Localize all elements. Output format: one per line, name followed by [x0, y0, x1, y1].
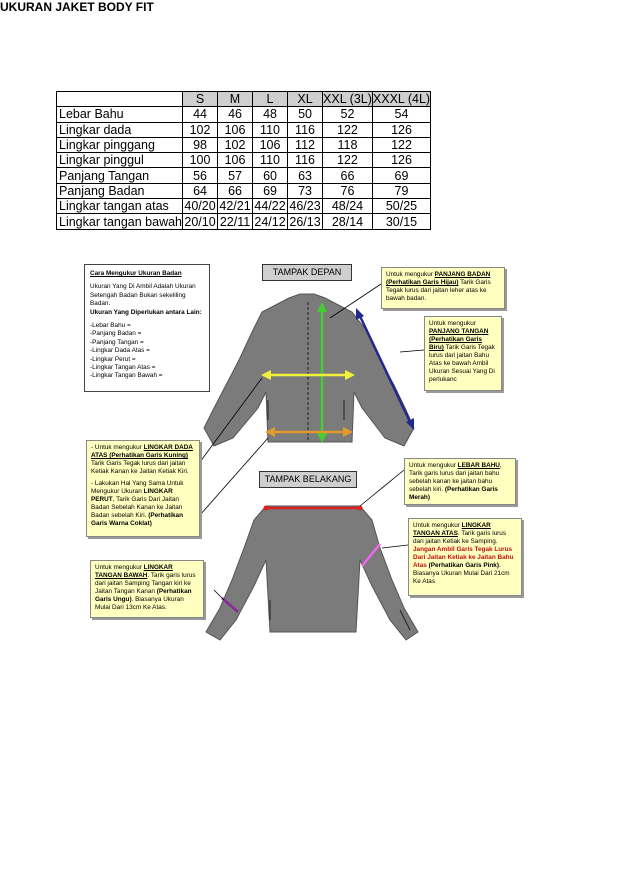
table-cell: 60: [253, 168, 288, 183]
table-cell: 54: [372, 107, 430, 122]
note-text: Untuk mengukur: [413, 522, 462, 529]
table-cell: 57: [218, 168, 253, 183]
guide-item: -Lingkar Perut =: [90, 355, 136, 363]
note-lebar-bahu: [404, 458, 516, 505]
table-cell: 69: [372, 168, 430, 183]
table-cell: 50/25: [372, 199, 430, 214]
row-label: Lingkar tangan atas: [57, 199, 183, 214]
note-key: LINGKAR DADA ATAS (Perhatikan Garis Kuning): [91, 444, 193, 459]
table-cell: 122: [323, 153, 373, 168]
table-cell: 56: [183, 168, 218, 183]
table-cell: 106: [218, 122, 253, 137]
note-text: . Biasanya Ukuran Mulai Dari 21cm Ke Atas: [413, 562, 510, 585]
row-label: Panjang Tangan: [57, 168, 183, 183]
table-cell: 116: [288, 122, 323, 137]
note-key: PANJANG BADAN (Perhatikan Garis Hijau): [386, 271, 491, 286]
table-cell: 48: [253, 107, 288, 122]
table-cell: 66: [323, 168, 373, 183]
guide-item: -Lingkar Tangan Bawah =: [90, 372, 163, 380]
back-view-label: TAMPAK BELAKANG: [259, 471, 357, 488]
note-text: Tarik Garis Tegak lurus dari jaitan leher atas ke bawah badan.: [386, 279, 491, 302]
table-cell: 52: [323, 107, 373, 122]
table-cell: 28/14: [323, 214, 373, 229]
guide-item: -Lingkar Tangan Atas =: [90, 364, 156, 372]
table-cell: 98: [183, 137, 218, 152]
note-text: Untuk mengukur: [95, 564, 144, 571]
note-panjang-badan: [381, 267, 505, 309]
table-cell: 40/20: [184, 199, 216, 214]
guide-item: -Lebar Bahu =: [90, 322, 131, 330]
table-cell: 42/21: [219, 199, 251, 214]
table-cell: 63: [288, 168, 323, 183]
table-cell: 112: [288, 137, 323, 152]
table-cell: 110: [253, 122, 288, 137]
note-text: . Biasanya Ukuran Mulai Dari 13cm Ke Atas.: [95, 596, 184, 611]
table-cell: 48/24: [323, 199, 373, 214]
table-cell: 79: [372, 183, 430, 198]
guide-item: -Panjang Badan =: [90, 330, 142, 338]
table-cell: 69: [253, 183, 288, 198]
table-cell: 46/23: [289, 199, 321, 214]
col-header: S: [183, 92, 218, 107]
col-header: XL: [288, 92, 323, 107]
row-label: Lingkar tangan bawah: [57, 214, 183, 229]
row-label: Lingkar pinggul: [57, 153, 183, 168]
table-cell: 64: [183, 183, 218, 198]
table-cell: 102: [218, 137, 253, 152]
table-cell: 118: [323, 137, 373, 152]
table-cell: 30/15: [372, 214, 430, 229]
note-text: , Tarik garis lurus dari jaitan bahu sebelah kanan ke jaitan bahu sebelah kiri.: [409, 462, 502, 493]
col-header: XXXL (4L): [372, 92, 431, 107]
table-cell: 110: [253, 153, 288, 168]
table-cell: 100: [183, 153, 218, 168]
back-jacket-body: [206, 506, 418, 640]
note-panjang-tangan: [424, 316, 502, 391]
table-cell: 122: [372, 137, 430, 152]
back-jacket: [206, 506, 418, 641]
note-key: (Perhatikan Garis Warna Coklat): [91, 512, 184, 527]
note-key: (Perhatikan Garis Merah): [409, 486, 498, 501]
note-text: Untuk mengukur: [429, 320, 476, 327]
table-cell: 26/13: [289, 214, 321, 229]
row-label: Lingkar dada: [57, 122, 183, 137]
red-dot-left: [264, 506, 269, 511]
table-cell: 126: [372, 122, 430, 137]
row-label: Panjang Badan: [57, 183, 183, 198]
note-lingkar-dada: [86, 440, 200, 537]
table-cell: 76: [323, 183, 373, 198]
note-key: LINGKAR PERUT: [91, 488, 173, 503]
note-text: - Untuk mengukur: [91, 444, 144, 451]
note-warning: Jangan Ambil Garis Tegak Lurus Dari Jaitan Ketiak ke Jaitan Bahu Atas: [413, 546, 514, 569]
note-text: Untuk mengukur: [386, 271, 435, 278]
table-cell: 122: [323, 122, 373, 137]
table-cell: 20/10: [184, 214, 216, 229]
note-text: . Tarik garis lurus dari jaitan Samping Tangan kiri ke Jaitan Tangan Kanan: [95, 572, 196, 595]
guide-item: -Lingkar Dada Atas =: [90, 347, 150, 355]
table-cell: 102: [183, 122, 218, 137]
note-key: PANJANG TANGAN (Perhatikan Garis Biru): [429, 328, 489, 351]
front-view-label: TAMPAK DEPAN: [262, 264, 352, 281]
table-cell: 50: [288, 107, 323, 122]
note-text: . Tarik garis lurus dari jaitan Ketiak ke Samping.: [413, 530, 507, 545]
row-label: Lebar Bahu: [57, 107, 183, 122]
table-cell: 116: [288, 153, 323, 168]
note-key: LINGKAR TANGAN BAWAH: [95, 564, 173, 579]
note-key: (Perhatikan Garis Pink): [426, 562, 499, 569]
note-text: Untuk mengukur: [409, 462, 458, 469]
table-cell: 126: [372, 153, 430, 168]
page-title: UKURAN JAKET BODY FIT: [0, 0, 154, 14]
table-cell: 24/12: [254, 214, 286, 229]
note-text: Tarik Garis Tegak lurus dari jaitan Bahu Atas ke bawah Ambil Ukuran Sesuai Yang Di perlukanc: [429, 344, 495, 383]
table-cell: 22/11: [218, 214, 253, 229]
col-header: XXL (3L): [323, 92, 372, 107]
table-cell: 66: [218, 183, 253, 198]
guide-intro: Ukuran Yang Di Ambil Adalah Ukuran Setengah Badan Bukan sekeliling Badan.: [90, 283, 196, 308]
table-cell: 106: [218, 153, 253, 168]
table-cell: 44/22: [254, 199, 286, 214]
note-lingkar-tangan-bawah: [90, 560, 204, 618]
guide-subheading: Ukuran Yang Diperlukan antara Lain:: [90, 308, 202, 316]
col-header: M: [218, 92, 253, 107]
col-header: L: [253, 92, 288, 107]
note-key: LEBAR BAHU: [457, 462, 500, 469]
note-text: Tarik Garis Tegak lurus dari jaitan Ketiak Kanan ke Jaitan Ketiak Kiri.: [91, 460, 189, 475]
note-key: (Perhatikan Garis Ungu): [95, 588, 192, 603]
red-dot-right: [358, 506, 363, 511]
note-key: LINGKAR TANGAN ATAS: [413, 522, 491, 537]
note-text: , Tarik Garis Dari Jaitan Badan Sebelah Kanan ke Jaitan Badan sebelah Kiri.: [91, 496, 183, 519]
front-jacket: [204, 294, 414, 446]
table-cell: 44: [183, 107, 218, 122]
table-cell: 106: [253, 137, 288, 152]
row-label: Lingkar pinggang: [57, 137, 183, 152]
table-cell: 73: [288, 183, 323, 198]
guide-item: -Panjang Tangan =: [90, 338, 144, 346]
note-text: - Lakukan Hal Yang Sama Untuk Mengukur Ukuran: [91, 480, 184, 495]
front-jacket-body: [204, 294, 414, 446]
table-cell: 46: [218, 107, 253, 122]
guide-heading: Cara Mengukur Ukuran Badan: [90, 270, 182, 277]
note-lingkar-tangan-atas: [408, 518, 522, 596]
